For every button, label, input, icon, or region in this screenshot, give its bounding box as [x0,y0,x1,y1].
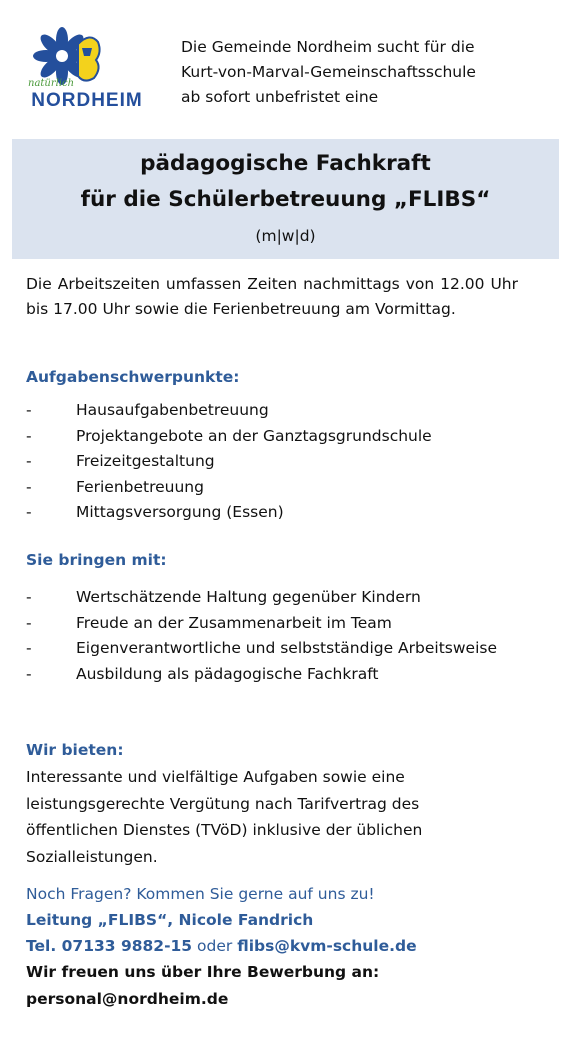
logo-wordmark: NORDHEIM [31,90,143,111]
requirements-heading: Sie bringen mit: [26,551,167,569]
list-dash: - [26,452,32,470]
intro-line: ab sofort unbefristet eine [181,88,379,106]
intro-line: Die Gemeinde Nordheim sucht für die [181,38,475,56]
list-item: - Ferienbetreuung [26,475,546,501]
list-item: - Freude an der Zusammenarbeit im Team [26,611,546,637]
apply-text: Wir freuen uns über Ihre Bewerbung an: [26,963,380,981]
list-item: - Ausbildung als pädagogische Fachkraft [26,662,546,688]
nordheim-logo [18,26,150,116]
list-dash: - [26,477,32,496]
job-title-line-1: pädagogische Fachkraft [140,151,431,176]
contact-question: Noch Fragen? Kommen Sie gerne auf uns zu! [26,885,375,903]
logo-tagline: natürlich [28,78,75,89]
contact-line [26,937,417,955]
contact-lead: Leitung „FLIBS“, Nicole Fandrich [26,911,314,929]
list-dash: - [26,426,32,445]
apply-email-link[interactable]: personal@nordheim.de [26,990,229,1008]
list-dash: - [26,613,32,632]
requirements-list [26,585,546,687]
list-item: - Wertschätzende Haltung gegenüber Kindern [26,585,546,611]
intro-line: Kurt-von-Marval-Gemeinschaftsschule [181,63,476,81]
tasks-list [26,398,546,526]
list-dash: - [26,401,32,419]
contact-email-link[interactable]: flibs@kvm-schule.de [237,937,417,955]
intro-text [181,35,561,110]
phone-number[interactable]: Tel. 07133 9882-15 [26,937,193,955]
list-dash: - [26,588,32,606]
offer-text: Interessante und vielfältige Aufgaben sowie eine leistungsgerechte Vergütung nach Tarifvertrag des öffentlichen Dienstes (TVöD) inklusive der üblichen Sozialleistungen. [26,768,423,866]
gender-note: (m|w|d) [255,227,316,245]
list-item: - Freizeitgestaltung [26,449,546,475]
or-word: oder [197,937,233,955]
list-item: - Hausaufgabenbetreuung [26,398,546,424]
list-item: - Projektangebote an der Ganztagsgrundschule [26,424,546,450]
job-title-line-2: für die Schülerbetreuung „FLIBS“ [80,187,491,212]
list-dash: - [26,664,32,683]
job-title-banner [12,139,559,259]
list-item: - Mittagsversorgung (Essen) [26,500,546,526]
tasks-heading: Aufgabenschwerpunkte: [26,368,240,386]
list-dash: - [26,639,32,657]
working-hours-text: Die Arbeitszeiten umfassen Zeiten nachmittags von 12.00 Uhr bis 17.00 Uhr sowie die Ferienbetreuung am Vormittag. [26,275,518,318]
list-dash: - [26,503,32,521]
list-item: - Eigenverantwortliche und selbstständige Arbeitsweise [26,636,516,662]
offer-heading: Wir bieten: [26,741,124,759]
